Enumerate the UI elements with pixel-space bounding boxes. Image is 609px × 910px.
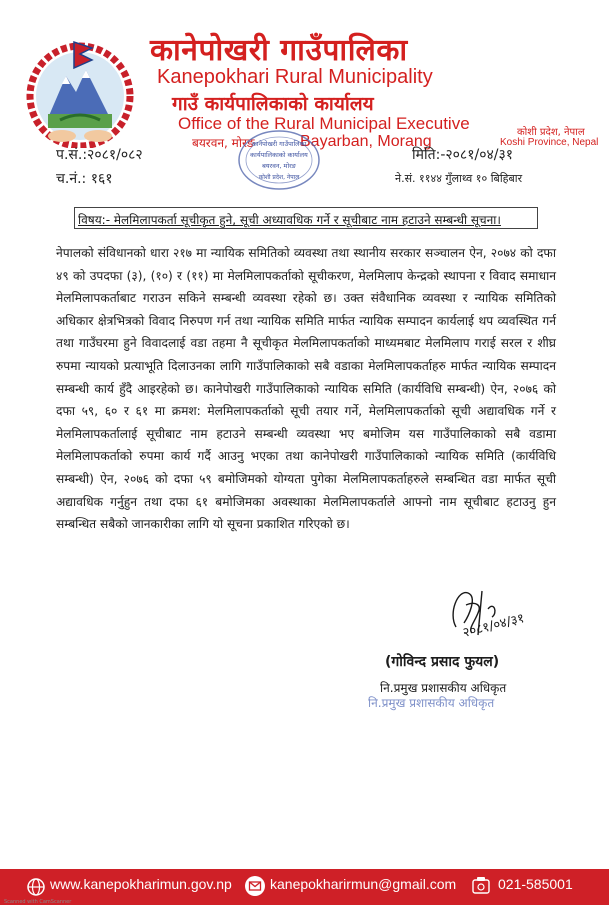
designation-stamp: नि.प्रमुख प्रशासकीय अधिकृत bbox=[368, 696, 495, 710]
dispatch-number: च.नं.: १६१ bbox=[56, 171, 113, 187]
municipality-name-np: कानेपोखरी गाउँपालिका bbox=[150, 33, 408, 68]
footer-website[interactable]: www.kanepokharimun.gov.np bbox=[50, 876, 232, 892]
municipality-logo bbox=[26, 40, 134, 148]
signature-date: २०८१/०४/३१ bbox=[461, 611, 526, 641]
municipality-name-en: Kanepokhari Rural Municipality bbox=[157, 66, 433, 88]
globe-icon bbox=[26, 877, 46, 897]
footer-email[interactable]: kanepokharirmun@gmail.com bbox=[270, 876, 457, 892]
signature bbox=[438, 583, 548, 645]
stamp-line-1: कानेपोखरी गाउँपालिका bbox=[251, 140, 307, 148]
signer-designation: नि.प्रमुख प्रशासकीय अधिकृत bbox=[380, 681, 507, 695]
province-en: Koshi Province, Nepal bbox=[500, 137, 599, 148]
stamp-line-2: कार्यपालिकाको कार्यालय bbox=[250, 151, 308, 159]
subject-line: विषय:- मेलमिलापकर्ता सूचीकृत हुने, सूची अध्यावधिक गर्ने र सूचीबाट नाम हटाउने सम्बन्धी सूचना। bbox=[78, 213, 501, 227]
signer-name: (गोविन्द प्रसाद फुयल) bbox=[385, 654, 500, 670]
phone-icon bbox=[470, 875, 492, 897]
footer-bar bbox=[0, 869, 609, 905]
scanner-watermark: Scanned with CamScanner bbox=[4, 899, 72, 905]
office-name-np: गाउँ कार्यपालिकाको कार्यालय bbox=[172, 93, 374, 115]
footer-phone[interactable]: 021-585001 bbox=[498, 876, 573, 892]
address-np: बयरवन, मोरङ bbox=[192, 136, 255, 150]
stamp-line-4: कोशी प्रदेश, नेपाल bbox=[258, 174, 300, 181]
office-stamp bbox=[236, 128, 322, 192]
nepal-sambat-date: ने.सं. ११४४ गुँलाथ्व १० बिहिबार bbox=[395, 172, 523, 185]
notice-body: नेपालको संविधानको धारा २१७ मा न्यायिक समितिको व्यवस्था तथा स्थानीय सरकार सञ्चालन ऐन, २०७४ को दफा ४९ को उपदफा (३), (१०) र (११) मा मेलमिलापकर्ताको सूचीकरण, मेलमिलाप केन्द्रको स्थापना र विवाद समाधान मेलमिलापकर्ताबाट गराउन सकिने सम्बन्धी व्यवस्था रहेको छ। उक्त संवैधानिक व्यवस्था र न्यायिक समितिको अधिकार क्षेत्रभित्रको विवाद निरुपण गर्न तथा न्यायिक समिति मार्फत न्यायिक सम्पादन कार्यलाई थप व्यवस्थित गर्न तथा गाउँघरमा हुने विवादलाई वडा तहमा नै सूचीकृत मेलमिलापकर्ताको माध्यमबाट मेलमिलाप गराई सरल र शीघ्र रुपमा न्यायको प्रत्याभूति दिलाउनका लागि गाउँपालिकाको सबै वडाका मेलमिलापकर्ताहरु मार्फत न्यायिक सम्पादन सम्बन्धी कार्य हुँदै आइरहेको छ। कानेपोखरी गाउँपालिकाको न्यायिक समिति (कार्यविधि सम्बन्धी) ऐन, २०७६ को दफा ५९, ६० र ६१ मा क्रमश: मेलमिलापकर्ताको सूची तयार गर्ने, मेलमिलापकर्ताको सूची अद्यावधिक गर्ने र मेलमिलापकर्तालाई सूचीबाट नाम हटाउने सम्बन्धी व्यवस्था भए बमोजिम यस गाउँपालिकाको सबै वडामा मेलमिलापकर्ताको रुपमा कार्य गर्दै आउनु भएका तथा कानेपोखरी गाउँपालिकाको न्यायिक समिति (कार्यविधि सम्बन्धी) ऐन, २०७६ को दफा ५९ बमोजिमको योग्यता पुगेका मेलमिलापकर्ताहरुले सम्बन्धित वडा मार्फत सूची अद्यावधिक गर्नुहुन तथा दफा ६१ बमोजिमका अवस्थाका मेलमिलापकर्ताले आफ्नो नाम सूचीबाट हटाउनु हुन सम्बन्धित सबैको जानकारीका लागि यो सूचना प्रकाशित गरिएको छ। bbox=[56, 246, 556, 532]
office-name-en: Office of the Rural Municipal Executive bbox=[178, 114, 470, 133]
stamp-line-3: बयरवन, मोरङ bbox=[262, 162, 296, 170]
letter-date: मिति:-२०८१/०४/३१ bbox=[412, 147, 514, 163]
email-icon bbox=[244, 875, 266, 897]
address-en: Bayarban, Morang bbox=[300, 133, 432, 150]
province-np: कोशी प्रदेश, नेपाल bbox=[517, 127, 585, 138]
letter-number: प.सं.:२०८१/०८२ bbox=[56, 147, 143, 163]
